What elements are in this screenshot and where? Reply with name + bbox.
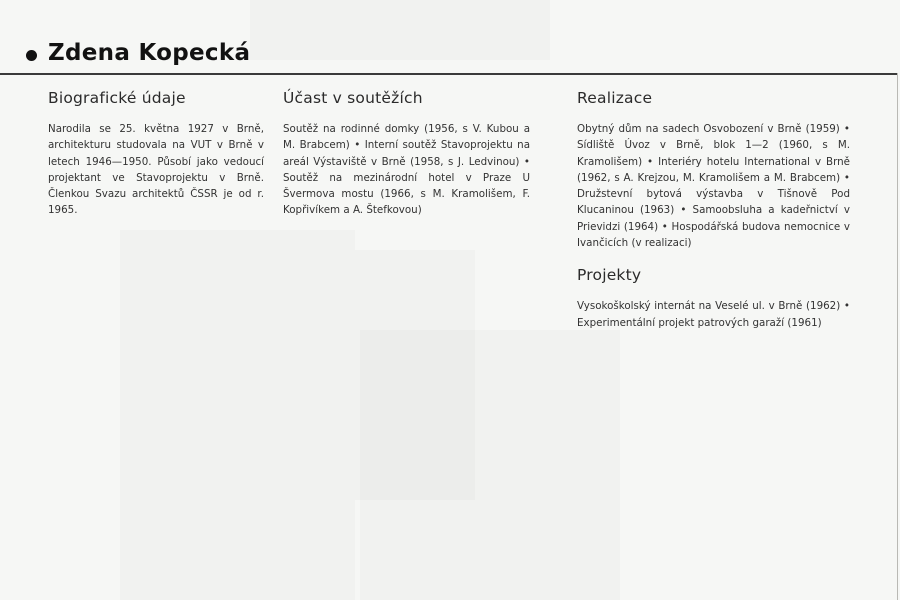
bleed-through-shape [120, 230, 355, 600]
bullet-icon [26, 50, 37, 61]
page-header [26, 40, 250, 66]
section-body-biography: Narodila se 25. května 1927 v Brně, architekturu studovala na VUT v Brně v letech 1946—1950. Působí jako vedoucí projektant ve Stavoprojektu v Brně. Členkou Svazu architektů ČSSR je od r. 1965. [48, 123, 264, 217]
header-rule [0, 73, 897, 75]
bleed-through-shape [355, 250, 475, 500]
section-heading-realizations: Realizace [577, 89, 653, 107]
section-body-competitions: Soutěž na rodinné domky (1956, s V. Kubou a M. Brabcem) • Interní soutěž Stavoprojektu na areál Výstaviště v Brně (1958, s J. Ledvinou) • Soutěž na mezinárodní hotel v Praze U Švermova mostu (1966, s M. Kramolišem, F. Kopřivíkem a A. Štefkovou) [283, 123, 530, 217]
section-body-realizations: Obytný dům na sadech Osvobození v Brně (1959) • Sídliště Úvoz v Brně, blok 1—2 (1960, s M. Kramolišem) • Interiéry hotelu International v Brně (1962, s A. Krejzou, M. Kramolišem a M. Brabcem) • Družstevní bytová výstavba v Tišnově Pod Klucaninou (1963) • Samoobsluha a kadeřnictví v Prievidzi (1964) • Hospodářská budova nemocnice v Ivančicích (v realizaci) [577, 123, 850, 250]
bleed-through-shape [360, 330, 620, 600]
bleed-through-shape [250, 0, 550, 60]
section-heading-competitions: Účast v soutěžích [283, 89, 423, 107]
subsection-projects [577, 265, 850, 331]
page-edge [897, 73, 898, 600]
page-title: Zdena Kopecká [48, 40, 251, 66]
section-heading-biography: Biografické údaje [48, 89, 186, 107]
section-body-projects: Vysokoškolský internát na Veselé ul. v Brně (1962) • Experimentální projekt patrových garaží (1961) [577, 300, 850, 329]
column-biography [48, 88, 264, 219]
column-works [577, 88, 850, 331]
section-heading-projects: Projekty [577, 266, 642, 285]
column-competitions [283, 88, 530, 219]
